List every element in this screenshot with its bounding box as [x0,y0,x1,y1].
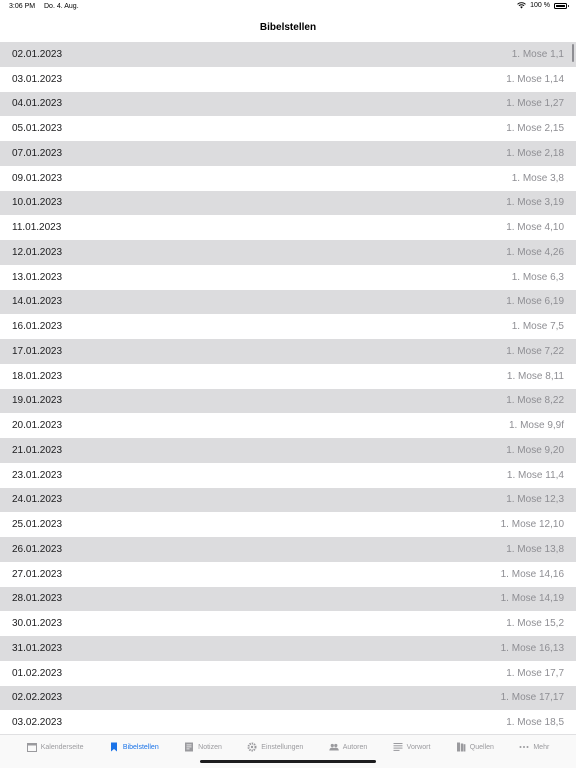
list-item[interactable] [0,488,576,513]
tab-label: Notizen [198,743,222,751]
list-item[interactable] [0,92,576,117]
row-reference: 1. Mose 7,22 [506,345,564,357]
row-reference: 1. Mose 16,13 [500,642,564,654]
row-date: 02.01.2023 [12,48,63,60]
list-item[interactable] [0,512,576,537]
row-reference: 1. Mose 14,16 [500,568,564,580]
list-item[interactable] [0,364,576,389]
status-time: 3:06 PM [9,3,36,10]
tab-einstellungen[interactable] [247,735,303,759]
row-reference: 1. Mose 1,14 [506,73,564,85]
row-reference: 1. Mose 9,9f [508,420,564,432]
row-date: 02.02.2023 [12,692,63,704]
list-item[interactable] [0,562,576,587]
row-date: 10.01.2023 [12,197,63,209]
row-reference: 1. Mose 6,19 [506,296,564,308]
row-date: 28.01.2023 [12,593,63,605]
row-reference: 1. Mose 2,15 [506,123,564,135]
list-item[interactable] [0,537,576,562]
bible-verse-list[interactable] [0,42,576,734]
row-date: 30.01.2023 [12,618,63,630]
battery-icon [554,3,567,9]
row-date: 03.01.2023 [12,73,63,85]
list-item[interactable] [0,661,576,686]
row-date: 05.01.2023 [12,123,63,135]
row-reference: 1. Mose 15,2 [506,618,564,630]
row-date: 17.01.2023 [12,345,63,357]
row-date: 19.01.2023 [12,395,63,407]
page-title: Bibelstellen [259,22,317,33]
status-date: Do. 4. Aug. [44,3,79,10]
row-reference: 1. Mose 1,27 [506,98,564,110]
list-item[interactable] [0,438,576,463]
list-item[interactable] [0,265,576,290]
wifi-icon [517,2,526,9]
tab-label: Bibelstellen [122,743,159,751]
row-reference: 1. Mose 11,4 [506,469,564,481]
row-date: 14.01.2023 [12,296,63,308]
list-item[interactable] [0,611,576,636]
tab-label: Quellen [469,743,494,751]
people-icon [329,742,339,752]
list-item[interactable] [0,463,576,488]
tab-label: Kalenderseite [40,743,84,751]
row-date: 03.02.2023 [12,717,63,729]
row-date: 27.01.2023 [12,568,63,580]
row-reference: 1. Mose 6,3 [511,271,564,283]
row-reference: 1. Mose 2,18 [506,147,564,159]
row-reference: 1. Mose 8,22 [506,395,564,407]
status-bar [0,0,576,14]
row-date: 13.01.2023 [12,271,63,283]
row-date: 20.01.2023 [12,420,63,432]
tab-vorwort[interactable] [393,735,431,759]
row-reference: 1. Mose 1,1 [511,48,564,60]
note-icon [184,742,194,752]
scroll-indicator[interactable] [572,44,575,62]
tab-label: Vorwort [406,743,431,751]
row-date: 16.01.2023 [12,321,63,333]
list-item[interactable] [0,686,576,711]
row-date: 07.01.2023 [12,147,63,159]
row-reference: 1. Mose 17,7 [506,667,564,679]
row-reference: 1. Mose 3,19 [506,197,564,209]
text-icon [393,742,403,752]
row-reference: 1. Mose 12,10 [500,519,564,531]
row-date: 01.02.2023 [12,667,63,679]
list-item[interactable] [0,191,576,216]
row-reference: 1. Mose 8,11 [506,370,564,382]
status-right [517,2,567,9]
list-item[interactable] [0,215,576,240]
row-date: 31.01.2023 [12,642,63,654]
tab-notizen[interactable] [184,735,222,759]
tab-label: Autoren [342,743,368,751]
row-reference: 1. Mose 13,8 [506,543,564,555]
books-icon [456,742,466,752]
row-date: 26.01.2023 [12,543,63,555]
tab-autoren[interactable] [329,735,368,759]
row-reference: 1. Mose 4,26 [506,246,564,258]
row-date: 11.01.2023 [12,222,62,234]
list-item[interactable] [0,240,576,265]
row-reference: 1. Mose 7,5 [511,321,564,333]
row-reference: 1. Mose 14,19 [500,593,564,605]
tab-label: Einstellungen [261,743,304,751]
home-indicator[interactable] [200,760,376,763]
list-item[interactable] [0,42,576,67]
list-item[interactable] [0,636,576,661]
tab-mehr[interactable] [519,735,549,759]
more-icon [519,742,529,752]
row-date: 23.01.2023 [12,469,63,481]
row-reference: 1. Mose 9,20 [506,444,564,456]
row-date: 25.01.2023 [12,519,63,531]
row-reference: 1. Mose 3,8 [511,172,564,184]
list-item[interactable] [0,413,576,438]
row-date: 12.01.2023 [12,246,63,258]
list-item[interactable] [0,314,576,339]
list-item[interactable] [0,710,576,734]
tab-bibelstellen[interactable] [109,735,159,759]
list-item[interactable] [0,67,576,92]
list-item[interactable] [0,587,576,612]
row-date: 18.01.2023 [12,370,63,382]
row-reference: 1. Mose 12,3 [506,494,564,506]
gear-icon [247,742,257,752]
tab-label: Mehr [533,743,550,751]
row-reference: 1. Mose 18,5 [506,717,564,729]
row-date: 24.01.2023 [12,494,63,506]
tab-kalenderseite[interactable] [27,735,84,759]
list-item[interactable] [0,116,576,141]
list-item[interactable] [0,141,576,166]
battery-percent: 100 % [530,2,550,9]
tab-quellen[interactable] [456,735,494,759]
row-date: 09.01.2023 [12,172,63,184]
row-reference: 1. Mose 4,10 [506,222,564,234]
row-date: 21.01.2023 [12,444,63,456]
list-item[interactable] [0,389,576,414]
calendar-icon [27,742,37,752]
bookmark-icon [109,742,119,752]
list-item[interactable] [0,290,576,315]
row-reference: 1. Mose 17,17 [500,692,564,704]
row-date: 04.01.2023 [12,98,63,110]
list-item[interactable] [0,339,576,364]
list-item[interactable] [0,166,576,191]
